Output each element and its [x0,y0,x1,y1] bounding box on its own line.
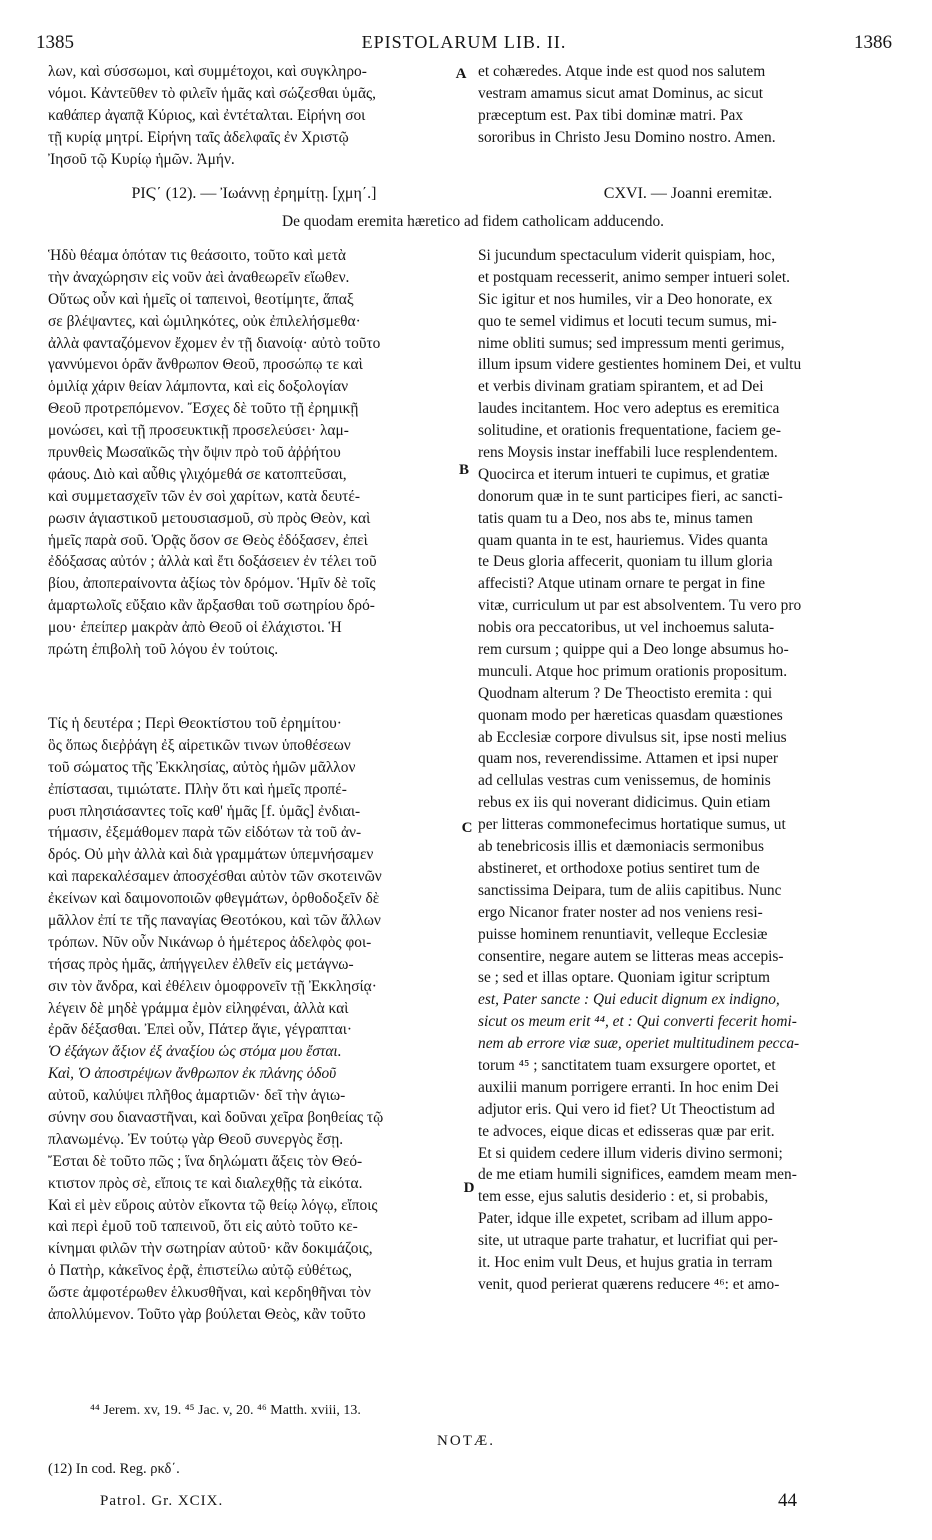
text-line: Θεοῦ προτρεπόμενον. Ἔσχες δὲ τοῦτο τῇ ἐρημικῇ [48,400,359,418]
text-line: ergo Nicanor frater noster ad nos veniens resi- [478,903,763,921]
text-line: ἐκείνων καὶ δαιμονοποιῶν φθεγμάτων, ὀρθοδοξεῖν δὲ [48,890,380,908]
text-line: it. Hoc enim vult Deus, et hujus gratia in terram [478,1253,773,1271]
text-line: μᾶλλον ἐπί τε τῆς παναγίας Θεοτόκου, καὶ τῶν ἄλλων [48,912,381,930]
text-line: auxilii manum porrigere erranti. In hoc enim Dei [478,1078,779,1096]
text-line: ὃς ὅπως διεῤῥάγη ἐξ αἱρετικῶν τινων ὑποθέσεων [48,736,351,754]
latin-letter-heading: CXVI. — Joanni eremitæ. [603,185,773,202]
text-line: μονώσει, καὶ τῇ προσευκτικῇ προσελεύσει· λαμ- [48,422,349,440]
text-line: ὁ Πατὴρ, κἀκεῖνος ἐρᾷ, ἐπιστείλω αὐτῷ εὐθέτως, [48,1262,352,1280]
text-line: te advoces, eique dicas et edisseras quæ par erit. [478,1122,775,1140]
text-line: καθάπερ ἀγαπᾷ Κύριος, καὶ ἐντέταλται. Εἰρήνη σοι [48,106,366,124]
signature-number: 44 [778,1490,797,1511]
text-line: Quodnam alterum ? De Theoctisto eremita : qui [478,684,773,702]
greek-letter-heading: ΡΙϚ΄ (12). — Ἰωάννῃ ἐρημίτῃ. [χμη΄.] [131,185,377,202]
series-signature: Patrol. Gr. XCIX. [100,1493,224,1509]
scripture-references: ⁴⁴ Jerem. xv, 19. ⁴⁵ Jac. v, 20. ⁴⁶ Matth. xviii, 13. [90,1403,361,1418]
greek-paragraph-2 [48,713,460,1326]
text-line: καὶ συμμετασχεῖν τῶν ἐν σοὶ χαρίτων, κατὰ δευτέ- [48,487,360,505]
left-page-number: 1385 [36,32,74,53]
text-line: Ἰησοῦ τῷ Κυρίῳ ἡμῶν. Ἀμήν. [48,150,235,168]
text-line: abstineret, et orthodoxe potius sentiret tum de [478,859,760,877]
text-line: σιν τὸν ἄνδρα, καὶ ἐθέλειν ὁμοφρονεῖν τῇ Ἐκκλησίᾳ· [48,977,377,995]
text-line: vestram amamus sicut amat Dominus, ac sicut [478,84,764,102]
text-line: præceptum est. Pax tibi dominæ matri. Pax [478,106,744,124]
text-line: Et si quidem cedere illum videris divino sermoni; [478,1144,783,1162]
text-line: quo te semel vidimus et locuti tecum sumus, mi- [478,312,777,330]
text-line: nem ab errore viæ suæ, operiet multitudinem pecca- [478,1035,800,1053]
text-line: rens Moysis instar ineffabili luce resplendentem. [478,444,778,462]
text-line: et verbis divinam gratiam spirantem, et ad Dei [478,378,764,396]
text-line: ρυσι πλησιάσαντες τοῖς καθ' ἡμᾶς [f. ὑμᾶς] ἐνδιαι- [48,802,361,820]
text-line: ab tenebricosis illis et dæmoniacis sermonibus [478,838,764,856]
text-line: γαννύμενοι ὁρᾶν ἄνθρωπον Θεοῦ, προσώπῳ τε καὶ [48,356,363,374]
text-line: πρώτη ἐπιβολὴ τοῦ λόγου ἐν τούτοις. [48,641,279,659]
text-line: rem cursum ; quippe qui a Deo longe absumus ho- [478,641,789,659]
text-line: λέγειν δὲ μηδὲ γράμμα ἐμὸν εἰληφέναι, ἀλλὰ καὶ [48,999,349,1017]
prev-letter-latin [478,61,898,149]
text-line: Ἡδὺ θέαμα ὁπόταν τις θεάσοιτο, τοῦτο καὶ μετὰ [48,247,346,264]
letter-summary: De quodam eremita hæretico ad fidem catholicam adducendo. [281,213,665,230]
text-line: puisse hominem renuntiavit, velleque Ecclesiæ [478,925,768,943]
text-line: quam quanta in te est, hauriemus. Vides quanta [478,531,768,549]
text-line: φάους. Διὸ καὶ αὖθις γλιχόμεθά σε κατοπτεῦσαι, [48,465,347,483]
text-line: κτιστον πρὸς σὲ, εἴποις τε καὶ διαλεχθῇς τὰ εἰκότα. [48,1174,363,1192]
text-line: ἐρᾶν δέξασθαι. Ἐπεὶ οὖν, Πάτερ ἅγιε, γέγραπται· [48,1021,352,1039]
text-line: sicut os meum erit ⁴⁴, et : Qui converti fecerit homi- [478,1013,797,1031]
text-line: λων, καὶ σύσσωμοι, καὶ συμμέτοχοι, καὶ συγκληρο- [48,63,367,80]
text-line: et postquam recesserit, animo semper intueri solet. [478,268,790,286]
text-line: ὥστε ἀμφοτέρωθεν ἑλκυσθῆναι, καὶ κερδηθῆναι τὸν [48,1284,371,1302]
margin-letter-c: C [461,820,473,836]
text-line: sororibus in Christo Jesu Domino nostro. Amen. [478,128,776,146]
text-line: καὶ περὶ ἐμοῦ τοῦ ταπεινοῦ, ὅτι εἰς αὐτὸ τοῦτο κε- [48,1218,358,1236]
text-line: τῇ κυρίᾳ μητρί. Εἰρήνη ταῖς ἀδελφαῖς ἐν Χριστῷ [48,128,349,146]
text-line: Si jucundum spectaculum viderit quispiam, hoc, [478,247,776,264]
text-line: τοῦ σώματος τῆς Ἐκκλησίας, αὐτὸς ἡμῶν μᾶλλον [48,758,356,776]
text-line: te Deus gloria affecerit, quoniam tu illum gloria [478,553,773,571]
text-line: adjutor eris. Qui vero id fiet? Ut Theoctistum ad [478,1100,775,1118]
text-line: se ; sed et illas optare. Quoniam igitur scriptum [478,969,770,987]
text-line: torum ⁴⁵ ; sanctitatem tuam exsurgere oportet, et [478,1056,776,1074]
text-line: μου· ἐπείπερ μακρὰν ἀπὸ Θεοῦ οἱ ἐλάχιστοι. Ἡ [48,619,342,637]
text-line: donorum quæ in te sunt participes fieri, ac sancti- [478,487,783,505]
margin-letter-d: D [463,1180,475,1196]
running-header [36,32,892,58]
text-line: δρός. Οὐ μὴν ἀλλὰ καὶ διὰ γραμμάτων ὑπεμνήσαμεν [48,846,374,864]
text-line: ἡμεῖς παρὰ σοῦ. Ὁρᾷς ὅσον σε Θεὸς ἐδόξασεν, ἐπεὶ [48,531,368,549]
text-line: σε βλέψαντες, καὶ ὡμιληκότες, οὐκ ἐπιλελήσμεθα· [48,312,361,330]
text-line: Καὶ, Ὁ ἀποστρέψων ἄνθρωπον ἐκ πλάνης ὁδοῦ [48,1065,337,1083]
text-line: Οὕτως οὖν καὶ ἡμεῖς οἱ ταπεινοὶ, θεοτίμητε, ἅπαξ [48,290,354,308]
text-line: est, Pater sancte : Qui educit dignum ex indigno, [478,991,780,1009]
text-line: munculi. Atque hoc primum orationis propositum. [478,662,788,680]
note-12: (12) In cod. Reg. ρκδ΄. [48,1461,180,1477]
text-line: νόμοι. Κἀντεῦθεν τὸ φιλεῖν ἡμᾶς καὶ σώζεσθαι ὑμᾶς, [48,84,376,102]
text-line: ἁμαρτωλοῖς εὔξαιο κἂν ἄρξασθαι τοῦ σωτηρίου δρό- [48,597,375,615]
text-line: consentire, negare autem se litteras meas accepis- [478,947,784,965]
text-line: τρόπων. Νῦν οὖν Νικάνωρ ὁ ἡμέτερος ἀδελφὸς φοι- [48,933,372,951]
text-line: venit, quod perierat quærens reducere ⁴⁶: et amo- [478,1275,780,1293]
text-line: de me etiam humili significes, eamdem meam men- [478,1166,797,1184]
text-line: Quocirca et iterum intueri te cupimus, et gratiæ [478,465,770,483]
text-line: Sic igitur et nos humiles, vir a Deo honorate, ex [478,290,773,308]
right-page-number: 1386 [854,32,892,53]
text-line: quonam modo per hæreticas quasdam quæstiones [478,706,783,724]
text-line: illum ipsum videre gestientes hominem Dei, et vultu [478,356,802,374]
text-line: πλανωμένῳ. Ἐν τούτῳ γὰρ Θεοῦ συνεργὸς ἔσῃ. [48,1130,344,1148]
text-line: laudes incitantem. Hoc vero adeptus es eremitica [478,400,780,418]
text-line: τήσας πρὸς ἡμᾶς, ἀπήγγειλεν ἐλθεῖν εἰς μετάγνω- [48,955,354,973]
text-line: ἀπολλύμενον. Τοῦτο γὰρ βούλεται Θεὸς, κἂν τοῦτο [48,1306,366,1324]
text-line: σύνην σου διαναστῆναι, καὶ δοῦναι χεῖρα βοηθείας τῷ [48,1109,384,1127]
text-line: vitæ, curriculum ut par est absolventem. Tu vero pro [478,597,802,615]
greek-paragraph-1 [48,245,460,661]
text-line: Ὁ ἐξάγων ἄξιον ἐξ ἀναξίου ὡς στόμα μου ἔσται. [48,1043,342,1061]
text-line: Pater, idque ille expetet, scribam ad illum appo- [478,1210,773,1228]
margin-letter-a: A [455,66,467,82]
text-line: sanctissima Deipara, tum de aliis capitibus. Nunc [478,881,782,899]
text-line: ἀλλὰ φανταζόμενον ἔχομεν ἐν τῇ διανοίᾳ· αὐτὸ τοῦτο [48,334,381,352]
notes-heading: NOTÆ. [437,1433,495,1449]
text-line: nime obliti sumus; sed impressum menti gerimus, [478,334,785,352]
text-line: solitudine, et orationis frequentatione, faciem ge- [478,422,782,440]
text-line: Ἔσται δὲ τοῦτο πῶς ; ἵνα δηλώματι ἄξεις τὸν Θεό- [48,1152,363,1170]
latin-translation [478,245,898,1296]
text-line: πρυνθεὶς Μωσαϊκῶς τὴν ὄψιν πρὸ τοῦ ἀῤῥήτου [48,444,341,462]
text-line: τήμασιν, ἐξεμάθομεν παρὰ τῶν εἰδότων τὰ τοῦ ἀν- [48,824,362,842]
text-line: τὴν ἀναχώρησιν εἰς νοῦν ἀεὶ ἀναθεωρεῖν εἴωθεν. [48,268,350,286]
text-line: αὐτοῦ, καλύψει πλῆθος ἁμαρτιῶν· δεῖ τὴν ἁγιω- [48,1087,346,1105]
text-line: ἐδόξασας αὐτόν ; ἀλλὰ καὶ ἔτι δοξάσειεν ἐν τέλει τοῦ [48,553,377,571]
text-line: Καὶ εἰ μὲν εὕροις αὐτὸν εἴκοντα τῷ θείῳ λόγῳ, εἴποις [48,1196,378,1214]
text-line: tem esse, ejus salutis desiderio : et, si probabis, [478,1188,769,1206]
text-line: καὶ παρεκαλέσαμεν ἀποσχέσθαι αὐτὸν τῶν σκοτεινῶν [48,868,382,886]
text-line: affecisti? Atque utinam ornare te pergat in fine [478,575,766,593]
text-line: et cohæredes. Atque inde est quod nos salutem [478,63,766,80]
text-line: nobis ora peccatoribus, ut vel inchoemus saluta- [478,619,775,637]
text-line: ab Ecclesiæ corpore divulsus sit, ipse nosti melius [478,728,787,746]
text-line: ὁμιλίᾳ χάριν θείαν λάμποντα, καὶ εἰς δοξολογίαν [48,378,349,396]
text-line: κίνημαι φιλῶν τὴν σωτηρίαν αὐτοῦ· κἂν δοκιμάζοις, [48,1240,373,1258]
text-line: Τίς ἡ δευτέρα ; Περὶ Θεοκτίστου τοῦ ἐρημίτου· [48,715,342,732]
text-line: quam nos, reverendissime. Attamen et ipsi nuper [478,750,779,768]
running-title: EPISTOLARUM LIB. II. [361,32,567,52]
text-line: ἐπίστασαι, τιμιώτατε. Πλὴν ὅτι καὶ ἡμεῖς προπέ- [48,780,347,798]
text-line: rebus ex iis qui noverant didicimus. Quin etiam [478,794,771,812]
text-line: ad cellulas vestras cum venissemus, de hominis [478,772,771,790]
text-line: βίου, ἀποπεραίνοντα ἀξίως τὸν δρόμον. Ἡμῖν δὲ τοῖς [48,575,376,593]
text-line: per litteras commonefecimus hortatique sumus, ut [478,816,786,834]
text-line: tatis quam tu a Deo, nos abs te, minus tamen [478,509,753,527]
margin-letter-b: B [458,462,469,478]
text-line: ρωσιν ἁγιαστικοῦ μετουσιασμοῦ, σὺ πρὸς Θεὸν, καὶ [48,509,371,527]
text-line: site, ut utraque parte trahatur, et lucrifiat qui per- [478,1232,778,1250]
prev-letter-greek [48,61,460,170]
